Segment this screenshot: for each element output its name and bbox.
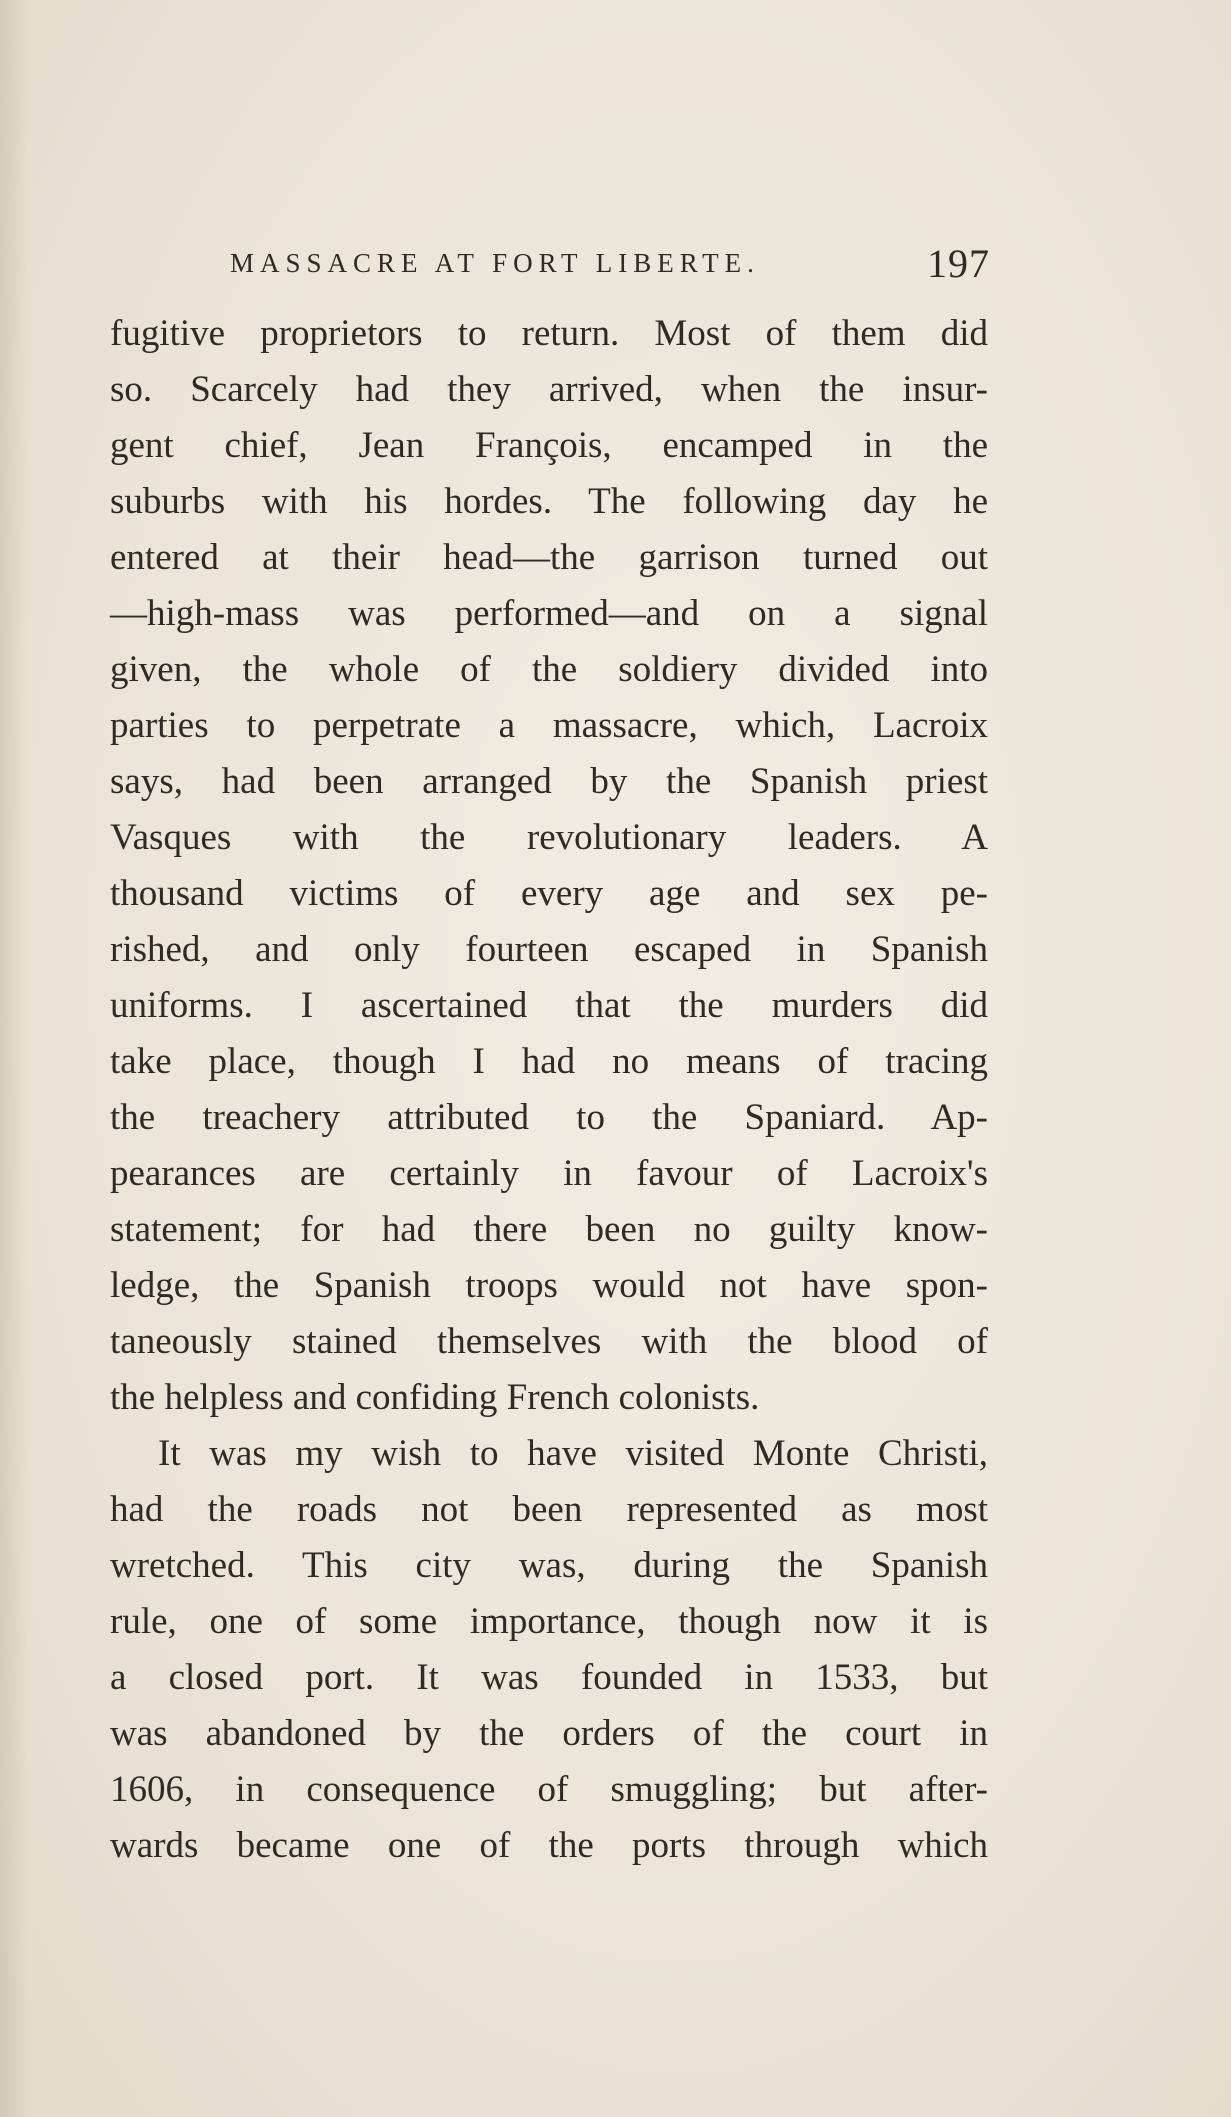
page-number: 197 bbox=[927, 241, 990, 286]
text-line: parties to perpetrate a massacre, which, Lacroix bbox=[110, 705, 988, 746]
text-line: suburbs with his hordes. The following day he bbox=[110, 481, 988, 522]
text-line: rule, one of some importance, though now it is bbox=[110, 1601, 988, 1642]
text-line: wretched. This city was, during the Spanish bbox=[110, 1545, 988, 1586]
text-line: rished, and only fourteen escaped in Spanish bbox=[110, 929, 988, 970]
text-line: entered at their head—the garrison turned out bbox=[110, 537, 988, 578]
text-line: says, had been arranged by the Spanish priest bbox=[110, 761, 988, 802]
text-line: taneously stained themselves with the blood of bbox=[110, 1321, 988, 1362]
text-line: a closed port. It was founded in 1533, but bbox=[110, 1657, 988, 1698]
text-line: —high-mass was performed—and on a signal bbox=[110, 593, 988, 634]
text-line: given, the whole of the soldiery divided into bbox=[110, 649, 988, 690]
text-line: fugitive proprietors to return. Most of them did bbox=[110, 313, 988, 354]
text-line: gent chief, Jean François, encamped in the bbox=[110, 425, 988, 466]
text-line: 1606, in consequence of smuggling; but after- bbox=[110, 1769, 988, 1810]
text-line: Vasques with the revolutionary leaders. A bbox=[110, 817, 988, 858]
paragraph-first-line: It was my wish to have visited Monte Christi, bbox=[158, 1433, 988, 1474]
text-line: take place, though I had no means of tracing bbox=[110, 1041, 988, 1082]
text-line: wards became one of the ports through which bbox=[110, 1825, 988, 1866]
text-line: was abandoned by the orders of the court in bbox=[110, 1713, 988, 1754]
text-line: so. Scarcely had they arrived, when the insur- bbox=[110, 369, 988, 410]
text-line: had the roads not been represented as most bbox=[110, 1489, 988, 1530]
text-line: thousand victims of every age and sex pe- bbox=[110, 873, 988, 914]
text-line: ledge, the Spanish troops would not have spon- bbox=[110, 1265, 988, 1306]
text-line: the treachery attributed to the Spaniard. Ap- bbox=[110, 1097, 988, 1138]
page-gutter-shadow bbox=[0, 0, 30, 2117]
running-head bbox=[230, 240, 990, 290]
text-line: pearances are certainly in favour of Lacroix's bbox=[110, 1153, 988, 1194]
text-line: uniforms. I ascertained that the murders did bbox=[110, 985, 988, 1026]
text-line: statement; for had there been no guilty know- bbox=[110, 1209, 988, 1250]
running-title: MASSACRE AT FORT LIBERTE. bbox=[230, 248, 760, 278]
text-line: the helpless and confiding French colonists. bbox=[110, 1377, 760, 1418]
